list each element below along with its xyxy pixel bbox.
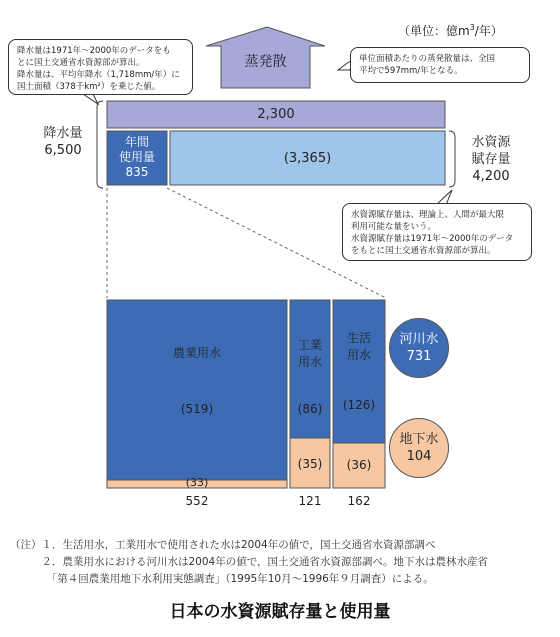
- industry-ground-value: (35): [297, 457, 323, 471]
- domestic-label: 生活 用水: [346, 331, 371, 362]
- legend-river-circle: 河川水 731: [389, 318, 449, 378]
- potential-label: 水資源 賦存量 4,200: [471, 135, 511, 184]
- footnote-3: 「第４回農業用地下水利用実態調査」（1995年10月〜1996年９月調査）による。: [10, 573, 434, 585]
- domestic-total: 162: [347, 494, 371, 508]
- industry-river-value: (86): [297, 402, 323, 416]
- annual-use-label: 年間 使用量 835: [118, 135, 155, 179]
- industry-total: 121: [298, 494, 322, 508]
- agri-river-block: [107, 300, 287, 480]
- evaporation-value: 2,300: [257, 107, 295, 122]
- footnote-1: （注）１．生活用水，工業用水で使用された水は2004年の値で，国土交通省水資源部調べ: [10, 539, 436, 551]
- unit-label: （単位：億$m^3/$年）: [398, 23, 503, 38]
- callout-evaporation-note: 単位面積あたりの蒸発散量は、全国 平均で597mm/年となる。: [350, 47, 530, 83]
- precipitation-label: 降水量 6,500: [43, 126, 83, 158]
- callout-precipitation-note: 降水量は1971年〜2000年のデータをも とに国土交通省水資源部が算出。 降水量は、平均年降水（1,718mm/年）に 国土面積（378千km²）を乗じた値。: [8, 39, 193, 95]
- legend-ground-circle: 地下水 104: [389, 418, 449, 478]
- callout-potential-note: 水資源賦存量は、理論上、人間が最大限 利用可能な量をいう。 水資源賦存量は1971年〜2000年のデータ をもとに国土交通省水資源部が算出。: [342, 203, 532, 261]
- industry-label: 工業 用水: [297, 338, 322, 369]
- agri-total: 552: [185, 494, 209, 508]
- agri-ground-value: (33): [185, 476, 209, 489]
- footnote-2: ２．農業用水における河川水は2004年の値で，国土交通省水資源部調べ。地下水は農林水産省: [10, 556, 489, 568]
- unused-potential-value: (3,365): [283, 151, 332, 166]
- agri-label: 農業用水: [172, 346, 221, 360]
- agri-river-value: (519): [180, 402, 214, 416]
- precip-brace: [97, 101, 103, 188]
- domestic-river-block: [333, 300, 385, 443]
- evaporation-label: 蒸発散: [244, 54, 287, 70]
- domestic-river-value: (126): [342, 398, 376, 412]
- potential-brace: [449, 131, 455, 187]
- figure-title: 日本の水資源賦存量と使用量: [169, 602, 391, 622]
- domestic-ground-value: (36): [346, 458, 372, 472]
